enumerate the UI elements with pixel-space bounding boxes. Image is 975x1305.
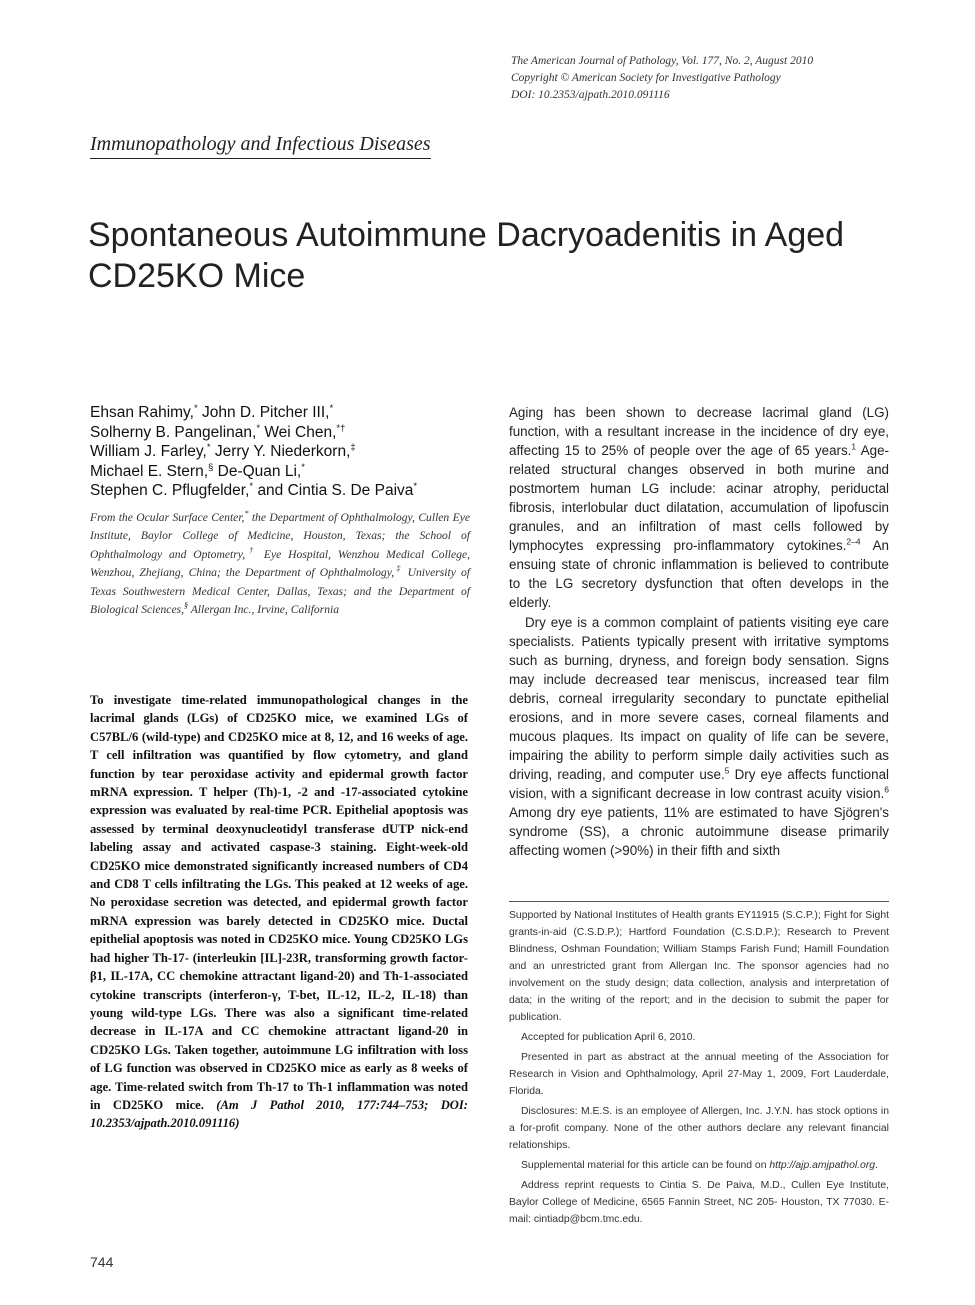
journal-doi: DOI: 10.2353/ajpath.2010.091116 — [511, 89, 670, 101]
author-mark: * — [413, 481, 418, 493]
footnote-presented: Presented in part as abstract at the annual meeting of the Association for Research in Vision and Ophthalmology, April 27-May 1, 2009, Fort Lauderdale, Florida. — [509, 1052, 889, 1097]
supplemental-link[interactable]: http://ajp.amjpathol.org — [769, 1160, 876, 1171]
page-number: 744 — [90, 1254, 114, 1270]
reference-mark: 6 — [884, 784, 889, 795]
footnote-support: Supported by National Institutes of Health grants EY11915 (S.C.P.); Fight for Sight grants-in-aid (C.S.D.P.); Hartford Foundation (C.S.D.P.); Research to Prevent Blindness, Oshman Foundation; William Stamps Farish Fund; Hamill Foundation and an unrestricted grant from Allergan Inc. The sponsor agencies had no involvement on the study design; data collection, analysis and interpretation of data; in the writing of the report; and in the decision to submit the paper for publication. — [509, 910, 889, 1023]
author-mark: *† — [336, 422, 346, 434]
author-mark: * — [329, 402, 334, 414]
abstract-text: To investigate time-related immunopathological changes in the lacrimal glands (LGs) of CD25KO mice, we examined LGs of C57BL/6 (wild-type) and CD25KO mice at 8, 12, and 16 weeks of age. T cell infiltration was quantified by flow cytometry, and gland function by tear peroxidase activity and epidermal growth factor mRNA expression. T helper (Th)-1, -2 and -17-associated cytokine expression was evaluated by real-time PCR. Epithelial apoptosis was assessed by terminal deoxynucleotidyl transferase dUTP nick-end labeling assay and activated caspase-3 staining. Eight-week-old CD25KO mice demonstrated significantly increased numbers of CD4 and CD8 T cells infiltrating the LGs. This peaked at 12 weeks of age. No peroxidase secretion was detected, and epidermal growth factor mRNA expression was barely detected in CD25KO mice. Ductal epithelial apoptosis was noted in CD25KO mice. Young CD25KO LGs had higher Th-17- (interleukin [IL]-23R, transforming growth factor-β1, IL-17A, CC chemokine attractant ligand-20) and Th-1-associated cytokine transcripts (interferon-γ, T-bet, IL-12, IL-2, IL-18) than young wild-type LGs. There was also a significant time-related decrease in IL-17A and CC chemokine attractant ligand-20 in CD25KO LGs. Taken together, autoimmune LG infiltration with loss of LG function was observed in CD25KO mice as early as 8 weeks of age. Time-related switch from Th-17 to Th-1 inflammation was noted in CD25KO mice. — [90, 693, 468, 1112]
affiliations: From the Ocular Surface Center,* the Department of Ophthalmology, Cullen Eye Institute, Baylor College of Medicine, Houston, Texas; the School of Ophthalmology and Optometry,† Eye Hospital, Wenzhou Medical College, Wenzhou, Zhejiang, China; the Department of Ophthalmology,‡ University of Texas Southwestern Medical Center, Dallas, Texas; and the Department of Biological Sciences,§ Allergan Inc., Irvine, California — [90, 509, 471, 617]
body-text — [509, 403, 889, 860]
abstract-citation: (Am J Pathol 2010, 177:744–753; DOI: 10.2353/ajpath.2010.091116) — [90, 1097, 468, 1131]
section-label: Immunopathology and Infectious Diseases — [90, 131, 431, 159]
author-mark: § — [208, 461, 214, 473]
author-name: De-Quan Li, — [217, 462, 302, 480]
author-name: Wei Chen, — [264, 423, 337, 441]
author-line — [90, 481, 480, 501]
reference-mark: 1 — [851, 441, 857, 452]
journal-citation: The American Journal of Pathology, Vol. 177, No. 2, August 2010 — [511, 55, 814, 67]
author-name: Michael E. Stern, — [90, 462, 209, 480]
author-mark: ‡ — [350, 442, 356, 454]
author-name: Ehsan Rahimy, — [90, 404, 194, 421]
author-name: Jerry Y. Niederkorn, — [214, 443, 351, 461]
paragraph: Dry eye is a common complaint of patients visiting eye care specialists. Patients typically present with irritative symptoms such as burning, dryness, and foreign body sensation. Signs may include decreased tear meniscus, increased tear film debris, corneal irregularity secondary to punctate epithelial erosions, and in more severe cases, corneal filaments and mucous plaques. Its impact on quality of life can be severe, impairing the ability to perform simple daily activities such as driving, reading, and computer use.$^5$ Dry eye affects functional vision, with a significant decrease in low contrast acuity vision.$^6$ Among dry eye patients, 11% are estimated to have Sjögren's syndrome (SS), a chronic autoimmune disease primarily affecting women (>90%) in their fifth and sixth — [509, 614, 889, 859]
author-list — [90, 403, 480, 501]
article-title: Spontaneous Autoimmune Dacryoadenitis in Aged CD25KO Mice — [88, 216, 845, 295]
journal-copyright: Copyright © American Society for Investigative Pathology — [511, 72, 781, 84]
author-name: Solherny B. Pangelinan, — [90, 423, 257, 441]
author-line — [90, 442, 480, 462]
author-mark: * — [256, 422, 261, 434]
footnotes — [509, 907, 889, 1231]
footnote-accepted: Accepted for publication April 6, 2010. — [521, 1032, 696, 1043]
author-line — [90, 423, 480, 443]
footnote-divider — [509, 901, 889, 902]
author-mark: * — [301, 461, 305, 473]
author-line — [90, 462, 480, 482]
author-line — [90, 403, 480, 423]
author-mark: * — [193, 402, 198, 414]
author-name: Stephen C. Pflugfelder, — [90, 482, 250, 500]
abstract — [90, 691, 468, 1133]
author-mark: * — [249, 481, 254, 493]
footnote-address: Address reprint requests to Cintia S. De Paiva, M.D., Cullen Eye Institute, Baylor College of Medicine, 6565 Fannin Street, NC 205- Houston, TX 77030. E-mail: cintiadp@bcm.tmc.edu. — [509, 1180, 889, 1225]
footnote-supplemental: Supplemental material for this article can be found on http://ajp.amjpathol.org. — [521, 1160, 878, 1171]
reference-mark: 5 — [724, 765, 730, 776]
author-name: and Cintia S. De Paiva — [257, 482, 414, 500]
paragraph: Aging has been shown to decrease lacrimal gland (LG) function, with a resultant increase in the incidence of dry eye, affecting 15 to 25% of people over the age of 65 years.$^1$ Age-related structural changes observed in both murine and postmortem human LG include: acinar atrophy, periductal fibrosis, interlobular duct dilatation, accumulation of lipofuscin granules, and an infiltration of mast cells followed by lymphocytes expressing pro-inflammatory cytokines.$^{2-4}$ An ensuing state of chronic inflammation is believed to contribute to the LG secretory dysfunction that often develops in the elderly. — [509, 405, 889, 611]
journal-info — [511, 53, 951, 104]
author-mark: * — [206, 442, 211, 454]
footnote-disclosures: Disclosures: M.E.S. is an employee of Allergen, Inc. J.Y.N. has stock options in a for-profit company. None of the other authors declare any relevant financial relationships. — [509, 1106, 889, 1151]
reference-mark: 2–4 — [846, 536, 861, 547]
author-name: John D. Pitcher III, — [201, 404, 330, 421]
author-name: William J. Farley, — [90, 443, 207, 461]
